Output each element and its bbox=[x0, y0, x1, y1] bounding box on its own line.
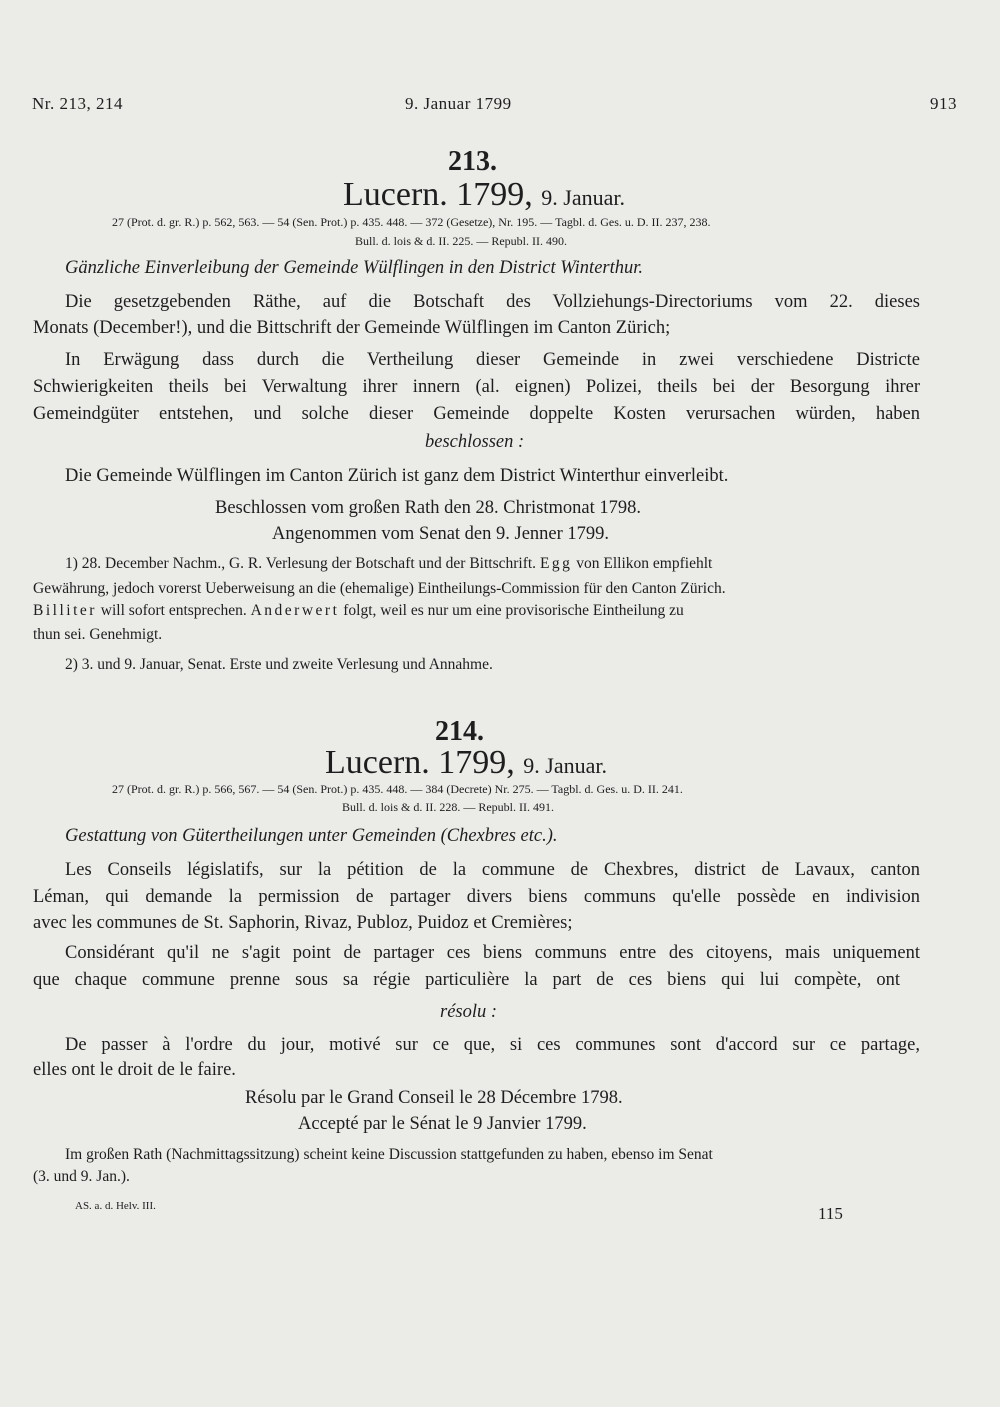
doc-213-concluded-senate: Angenommen vom Senat den 9. Jenner 1799. bbox=[272, 524, 610, 544]
doc-213-note-1-text-a: 1) 28. December Nachm., G. R. Verlesung der Botschaft und der Bittschrift. bbox=[65, 555, 537, 572]
doc-214-concluded-council: Résolu par le Grand Conseil le 28 Décembre 1798. bbox=[245, 1088, 623, 1108]
doc-214-concluded-senate: Accepté par le Sénat le 9 Janvier 1799. bbox=[298, 1114, 587, 1134]
doc-213-note-1-text-b: von Ellikon empfiehlt bbox=[576, 555, 713, 572]
doc-214-subject: Gestattung von Gütertheilungen unter Gemeinden (Chexbres etc.). bbox=[65, 826, 558, 846]
doc-213-note-1-line-2: Gewährung, jedoch vorerst Ueberweisung an die (ehemalige) Eintheilungs-Commission für den Canton Zürich. bbox=[33, 580, 726, 597]
doc-213-decision-word: beschlossen : bbox=[425, 432, 525, 452]
doc-213-year: 1799, bbox=[456, 176, 533, 213]
doc-213-heading bbox=[343, 176, 625, 214]
doc-214-year: 1799, bbox=[438, 744, 515, 781]
doc-214-preamble-line-1: Les Conseils législatifs, sur la pétition de la commune de Chexbres, district de Lavaux, canton bbox=[65, 860, 920, 880]
doc-213-note-1-name-egg: Egg bbox=[539, 555, 573, 572]
doc-213-place: Lucern. bbox=[343, 176, 448, 213]
doc-214-heading bbox=[325, 744, 607, 782]
doc-213-refs-line-1: 27 (Prot. d. gr. R.) p. 562, 563. — 54 (Sen. Prot.) p. 435. 448. — 372 (Gesetze), Nr. 195. — Tagbl. d. Ges. u. D. II. 237, 238. bbox=[112, 215, 711, 229]
doc-213-note-2: 2) 3. und 9. Januar, Senat. Erste und zweite Verlesung und Annahme. bbox=[65, 656, 493, 673]
footer-sheet-number: 115 bbox=[818, 1204, 843, 1223]
doc-213-considering-line-1: In Erwägung dass durch die Vertheilung dieser Gemeinde in zwei verschiedene Districte bbox=[65, 350, 920, 370]
doc-213-note-1-name-anderwert: Anderwert bbox=[250, 602, 340, 619]
doc-214-considering-line-2: que chaque commune prenne sous sa régie particulière la part de ces biens qui lui compète, ont bbox=[33, 970, 900, 990]
doc-214-refs-line-1: 27 (Prot. d. gr. R.) p. 566, 567. — 54 (Sen. Prot.) p. 435. 448. — 384 (Decrete) Nr. 275. — Tagbl. d. Ges. u. D. II. 241. bbox=[112, 782, 683, 796]
doc-213-note-1-text-d: folgt, weil es nur um eine provisorische Eintheilung zu bbox=[343, 602, 684, 619]
doc-214-refs-line-2: Bull. d. lois & d. II. 228. — Republ. II. 491. bbox=[342, 800, 554, 814]
header-date: 9. Januar 1799 bbox=[405, 94, 512, 113]
doc-213-preamble-line-1: Die gesetzgebenden Räthe, auf die Botschaft des Vollziehungs-Directoriums vom 22. dieses bbox=[65, 292, 920, 312]
doc-214-note-line-2: (3. und 9. Jan.). bbox=[33, 1168, 130, 1185]
doc-214-preamble-line-2: Léman, qui demande la permission de partager divers biens communs qu'elle possède en indivision bbox=[33, 887, 920, 907]
doc-213-subject: Gänzliche Einverleibung der Gemeinde Wülflingen in den District Winterthur. bbox=[65, 258, 644, 278]
doc-214-number: 214. bbox=[435, 716, 484, 747]
doc-213-preamble-line-2: Monats (December!), und die Bittschrift der Gemeinde Wülflingen im Canton Zürich; bbox=[33, 318, 671, 338]
doc-214-considering-line-1: Considérant qu'il ne s'agit point de partager ces biens communs entre des citoyens, mais uniquement bbox=[65, 943, 920, 963]
doc-213-number: 213. bbox=[448, 146, 497, 177]
doc-214-resolution-line-1: De passer à l'ordre du jour, motivé sur ce que, si ces communes sont d'accord sur ce partage, bbox=[65, 1035, 920, 1055]
doc-213-refs-line-2: Bull. d. lois & d. II. 225. — Republ. II. 490. bbox=[355, 234, 567, 248]
doc-213-date: 9. Januar. bbox=[541, 185, 625, 210]
doc-213-concluded-council: Beschlossen vom großen Rath den 28. Christmonat 1798. bbox=[215, 498, 641, 518]
doc-213-considering-line-2: Schwierigkeiten theils bei Verwaltung ihrer innern (al. eignen) Polizei, theils bei der Besorgung ihrer bbox=[33, 377, 920, 397]
doc-214-preamble-line-3: avec les communes de St. Saphorin, Rivaz, Publoz, Puidoz et Cremières; bbox=[33, 913, 573, 933]
doc-213-note-1-line-4: thun sei. Genehmigt. bbox=[33, 626, 163, 643]
doc-213-resolution: Die Gemeinde Wülflingen im Canton Zürich ist ganz dem District Winterthur einverleibt. bbox=[65, 466, 729, 486]
doc-214-decision-word: résolu : bbox=[440, 1002, 498, 1022]
page-number: 913 bbox=[930, 94, 957, 113]
doc-214-resolution-line-2: elles ont le droit de le faire. bbox=[33, 1060, 236, 1080]
doc-213-considering-line-3: Gemeindgüter entstehen, und solche dieser Gemeinde doppelte Kosten verursachen würden, haben bbox=[33, 404, 920, 424]
header-doc-numbers: Nr. 213, 214 bbox=[32, 94, 123, 113]
doc-213-note-1-text-c: will sofort entsprechen. bbox=[100, 602, 247, 619]
doc-214-date: 9. Januar. bbox=[523, 753, 607, 778]
doc-213-note-1-line-1 bbox=[65, 555, 712, 573]
doc-213-note-1-name-billiter: Billiter bbox=[33, 602, 97, 619]
doc-213-note-1-line-3 bbox=[33, 602, 684, 620]
doc-214-place: Lucern. bbox=[325, 744, 430, 781]
footer-signature: AS. a. d. Helv. III. bbox=[75, 1200, 156, 1212]
doc-214-note-line-1: Im großen Rath (Nachmittagssitzung) scheint keine Discussion stattgefunden zu haben, ebenso im Senat bbox=[65, 1146, 713, 1163]
